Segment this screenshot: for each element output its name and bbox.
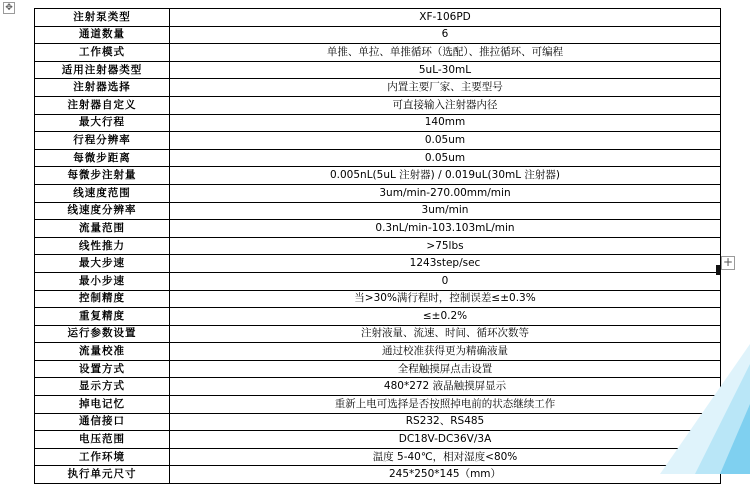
spec-label: 适用注射器类型 [35,61,170,79]
spec-label: 注射器选择 [35,79,170,97]
spec-value: DC18V-DC36V/3A [170,431,721,449]
table-row [35,396,721,414]
table-add-row-plus-icon[interactable]: + [722,255,734,269]
spec-value: 480*272 液晶触摸屏显示 [170,378,721,396]
table-row [35,202,721,220]
table-row [35,61,721,79]
spec-label: 掉电记忆 [35,396,170,414]
spec-label: 每微步距离 [35,149,170,167]
spec-value: ≤±0.2% [170,308,721,326]
spec-label: 通信接口 [35,413,170,431]
spec-label: 电压范围 [35,431,170,449]
spec-value: 0 [170,272,721,290]
spec-value: 通过校准获得更为精确液量 [170,343,721,361]
spec-value: 内置主要厂家、主要型号 [170,79,721,97]
spec-label: 工作环境 [35,448,170,466]
spec-label: 最大步速 [35,255,170,273]
row-resize-marker[interactable] [716,265,720,275]
table-row [35,167,721,185]
spec-label: 通道数量 [35,26,170,44]
spec-label: 流量范围 [35,220,170,238]
spec-label: 注射泵类型 [35,9,170,27]
spec-value: RS232、RS485 [170,413,721,431]
table-move-handle-icon[interactable]: ✥ [3,2,15,14]
table-row [35,466,721,484]
spec-value: 3um/min-270.00mm/min [170,184,721,202]
table-row [35,378,721,396]
spec-value: 单推、单拉、单推循环（选配）、推拉循环、可编程 [170,44,721,62]
spec-label: 注射器自定义 [35,96,170,114]
table-row [35,132,721,150]
spec-label: 设置方式 [35,360,170,378]
table-row [35,448,721,466]
spec-label: 流量校准 [35,343,170,361]
table-row [35,413,721,431]
spec-value: 245*250*145（mm） [170,466,721,484]
spec-label: 工作模式 [35,44,170,62]
spec-value: 0.05um [170,149,721,167]
table-row [35,290,721,308]
table-row [35,308,721,326]
spec-value: >75lbs [170,237,721,255]
spec-label: 运行参数设置 [35,325,170,343]
spec-value: 0.3nL/min-103.103mL/min [170,220,721,238]
table-row [35,431,721,449]
spec-label: 线速度分辨率 [35,202,170,220]
spec-value: 1243step/sec [170,255,721,273]
spec-label: 行程分辨率 [35,132,170,150]
spec-value: 140mm [170,114,721,132]
table-row [35,255,721,273]
spec-value: 6 [170,26,721,44]
spec-value: XF-106PD [170,9,721,27]
spec-value: 5uL-30mL [170,61,721,79]
spec-value: 全程触摸屏点击设置 [170,360,721,378]
spec-value: 0.005nL(5uL 注射器) / 0.019uL(30mL 注射器) [170,167,721,185]
table-row [35,79,721,97]
spec-value: 可直接输入注射器内径 [170,96,721,114]
table-row [35,96,721,114]
spec-value: 0.05um [170,132,721,150]
spec-value: 重新上电可选择是否按照掉电前的状态继续工作 [170,396,721,414]
spec-value: 温度 5-40℃，相对湿度<80% [170,448,721,466]
table-row [35,26,721,44]
spec-label: 线速度范围 [35,184,170,202]
spec-label: 执行单元尺寸 [35,466,170,484]
spec-table-body [35,9,721,484]
spec-label: 线性推力 [35,237,170,255]
table-row [35,44,721,62]
spec-value: 3um/min [170,202,721,220]
spec-label: 重复精度 [35,308,170,326]
table-row [35,220,721,238]
table-row [35,360,721,378]
spec-value: 当>30%满行程时，控制误差≤±0.3% [170,290,721,308]
table-row [35,184,721,202]
table-row [35,272,721,290]
table-row [35,114,721,132]
table-row [35,343,721,361]
spec-label: 最小步速 [35,272,170,290]
table-row [35,325,721,343]
spec-value: 注射液量、流速、时间、循环次数等 [170,325,721,343]
spec-label: 控制精度 [35,290,170,308]
spec-label: 显示方式 [35,378,170,396]
table-row [35,237,721,255]
spec-label: 每微步注射量 [35,167,170,185]
spec-table [34,8,721,484]
table-row [35,9,721,27]
spec-label: 最大行程 [35,114,170,132]
table-row [35,149,721,167]
